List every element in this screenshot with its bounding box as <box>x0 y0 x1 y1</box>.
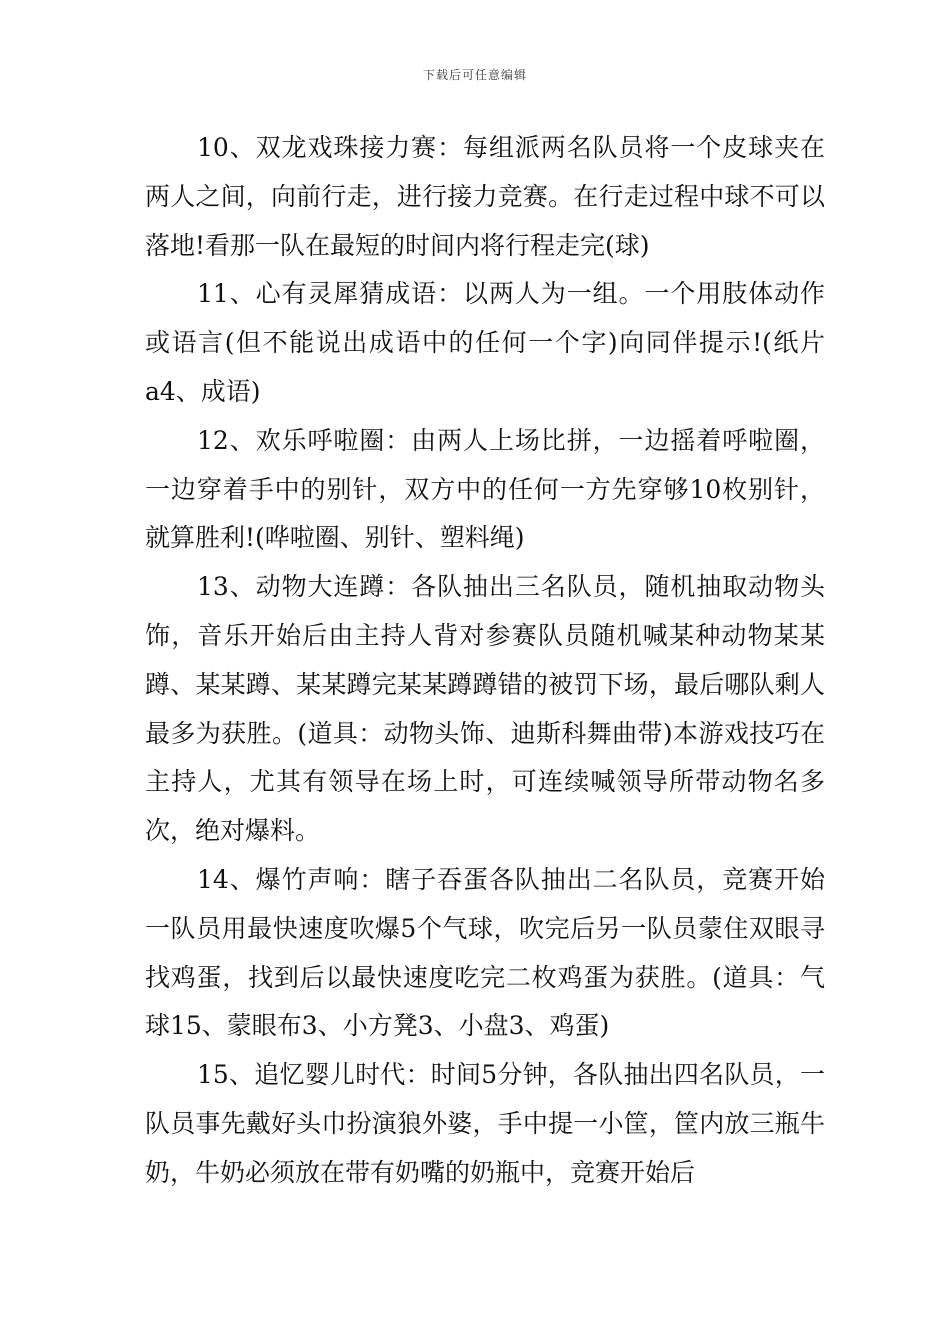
paragraph-game-15: 15、追忆婴儿时代：时间5分钟，各队抽出四名队员，一队员事先戴好头巾扮演狼外婆，手中提一小筐，筐内放三瓶牛奶，牛奶必须放在带有奶嘴的奶瓶中，竞赛开始后 <box>145 1060 825 1187</box>
paragraph-game-14: 14、爆竹声响：瞎子吞蛋各队抽出二名队员，竞赛开始一队员用最快速度吹爆5个气球，吹完后另一队员蒙住双眼寻找鸡蛋，找到后以最快速度吃完二枚鸡蛋为获胜。(道具：气球15、蒙眼布3、小方凳3、小盘3、鸡蛋) <box>145 864 825 1041</box>
paragraph-game-11: 11、心有灵犀猜成语：以两人为一组。一个用肢体动作或语言(但不能说出成语中的任何一个字)向同伴提示!(纸片a4、成语) <box>145 279 825 406</box>
paragraph-game-12: 12、欢乐呼啦圈：由两人上场比拼，一边摇着呼啦圈，一边穿着手中的别针，双方中的任何一方先穿够10枚别针，就算胜利!(哗啦圈、别针、塑料绳) <box>145 425 825 553</box>
page-header: 下载后可任意编辑 <box>422 68 527 82</box>
document-body <box>145 124 825 1198</box>
paragraph-game-13: 13、动物大连蹲：各队抽出三名队员，随机抽取动物头饰，音乐开始后由主持人背对参赛队员随机喊某种动物某某蹲、某某蹲、某某蹲完某某蹲蹲错的被罚下场，最后哪队剩人最多为获胜。(道具：动物头饰、迪斯科舞曲带)本游戏技巧在主持人，尤其有领导在场上时，可连续喊领导所带动物名多次，绝对爆料。 <box>145 572 825 846</box>
paragraph-game-10: 10、双龙戏珠接力赛：每组派两名队员将一个皮球夹在两人之间，向前行走，进行接力竞赛。在行走过程中球不可以落地!看那一队在最短的时间内将行程走完(球) <box>145 133 825 260</box>
